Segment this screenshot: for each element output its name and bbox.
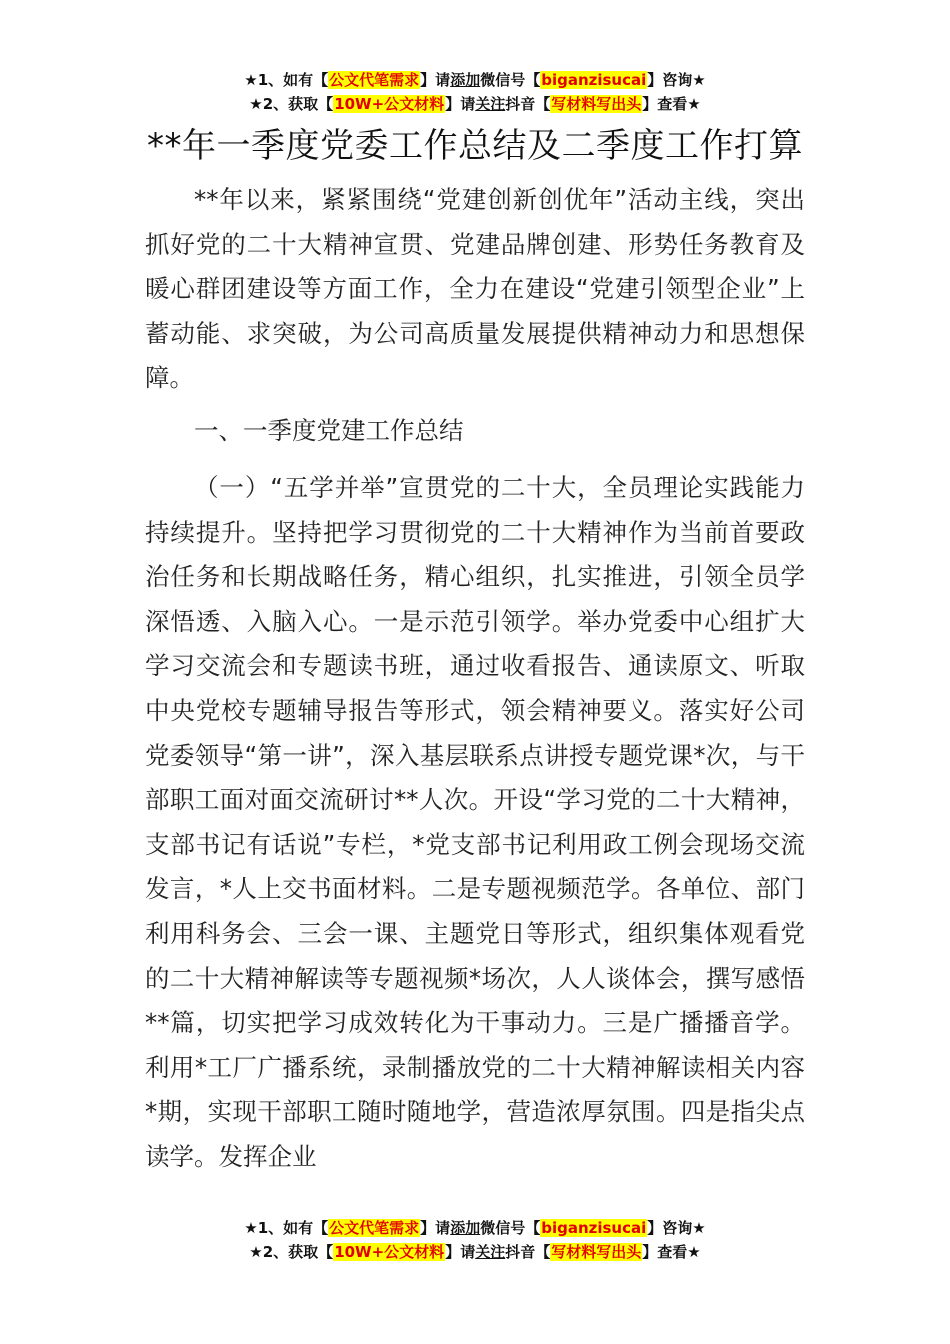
banner-text: 】请 [445,1243,476,1261]
banner-highlight: 公文代笔需求 [329,1219,420,1237]
banner-underlined: 添加 [450,71,481,89]
banner-underlined: 关注 [475,1243,506,1261]
banner-line-1 [0,68,950,92]
banner-text: ★1、如有【 [244,1219,329,1237]
banner-highlight: 写材料写出头 [551,1243,642,1261]
banner-text: 抖音【 [505,1243,551,1261]
banner-highlight: 写材料写出头 [551,95,642,113]
banner-text: 】咨询★ [647,1219,706,1237]
section-paragraph-block [145,466,805,1180]
banner-text: 】咨询★ [647,71,706,89]
banner-text: 】请 [420,1219,451,1237]
banner-text: 微信号【 [480,71,541,89]
banner-underlined: 添加 [450,1219,481,1237]
banner-line-1 [0,1216,950,1240]
section-paragraph: （一）“五学并举”宣贯党的二十大，全员理论实践能力持续提升。坚持把学习贯彻党的二十大精神作为当前首要政治任务和长期战略任务，精心组织，扎实推进，引领全员学深悟透、入脑入心。一是示范引领学。举办党委中心组扩大学习交流会和专题读书班，通过收看报告、通读原文、听取中央党校专题辅导报告等形式，领会精神要义。落实好公司党委领导“第一讲”，深入基层联系点讲授专题党课*次，与干部职工面对面交流研讨**人次。开设“学习党的二十大精神，支部书记有话说”专栏，*党支部书记利用政工例会现场交流发言，*人上交书面材料。二是专题视频范学。各单位、部门利用科务会、三会一课、主题党日等形式，组织集体观看党的二十大精神解读等专题视频*场次，人人谈体会，撰写感悟**篇，切实把学习成效转化为干事动力。三是广播播音学。利用*工厂广播系统，录制播放党的二十大精神解读相关内容*期，实现干部职工随时随地学，营造浓厚氛围。四是指尖点读学。发挥企业 [145,473,805,1171]
banner-highlight: biganzisucai [541,1219,647,1237]
banner-highlight: 10W+公文材料 [334,95,445,113]
banner-text: 】查看★ [642,95,701,113]
top-banner [0,68,950,116]
banner-text: ★2、获取【 [249,95,334,113]
banner-line-2 [0,1240,950,1264]
banner-highlight: 10W+公文材料 [334,1243,445,1261]
banner-highlight: 公文代笔需求 [329,71,420,89]
document-title: **年一季度党委工作总结及二季度工作打算 [147,126,803,166]
intro-paragraph-block [145,178,805,401]
banner-text: ★2、获取【 [249,1243,334,1261]
bottom-banner [0,1216,950,1264]
banner-line-2 [0,92,950,116]
banner-highlight: biganzisucai [541,71,647,89]
banner-text: 微信号【 [480,1219,541,1237]
banner-underlined: 关注 [475,95,506,113]
section-heading: 一、一季度党建工作总结 [194,416,464,445]
banner-text: 抖音【 [505,95,551,113]
banner-text: ★1、如有【 [244,71,329,89]
banner-text: 】请 [420,71,451,89]
intro-paragraph: **年以来，紧紧围绕“党建创新创优年”活动主线，突出抓好党的二十大精神宣贯、党建品牌创建、形势任务教育及暖心群团建设等方面工作，全力在建设“党建引领型企业”上蓄动能、求突破，为公司高质量发展提供精神动力和思想保障。 [145,185,805,393]
banner-text: 】查看★ [642,1243,701,1261]
banner-text: 】请 [445,95,476,113]
